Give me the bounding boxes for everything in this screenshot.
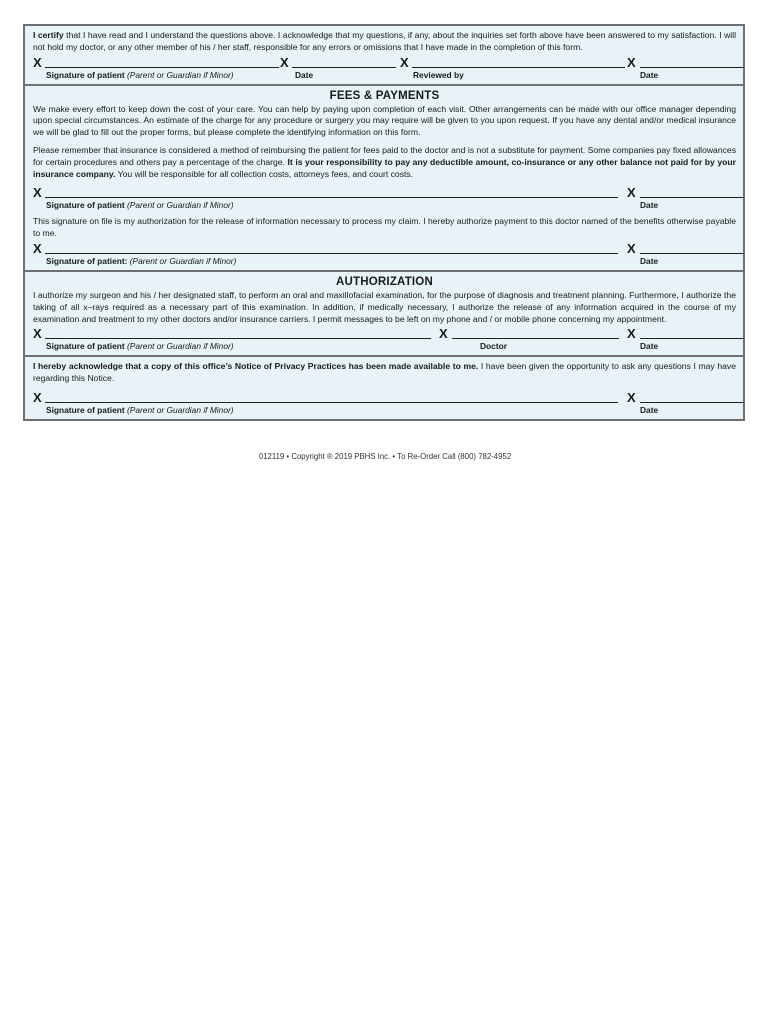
authorization-text: I authorize my surgeon and his / her designated staff, to perform an oral and maxillofacial examination, for the purpose of diagnosis and treatment planning. Furthermore, I authorize the taking of all x–rays required as a necessary part of this examination. In addition, if medically necessary, I authorize the release of any information acquired in the course of my examination and treatment to my other doctors and/or insurance carriers. I permit messages to be left on my phone and / or mobile phone concerning my appointment. (33, 289, 736, 324)
patient-signature-line[interactable] (45, 338, 431, 339)
certify-body: that I have read and I understand the questions above. I acknowledge that my questions, if any, about the inquiries set forth above have been answered to my satisfaction. I will not hold my doctor, or any other member of his / her staff, responsible for any errors or omissions that I have made in the completion of this form. (33, 30, 737, 52)
signature-x-mark: X (33, 326, 42, 342)
fees-signature-row (33, 184, 736, 210)
date-line[interactable] (640, 253, 744, 254)
fees-section (25, 86, 743, 272)
date-label: Date (640, 341, 659, 352)
reviewed-by-label: Reviewed by (413, 69, 464, 80)
authorization-section (25, 272, 743, 357)
authorization-heading: AUTHORIZATION (336, 275, 433, 288)
fees-signature-row-2 (33, 240, 736, 266)
doctor-label: Doctor (480, 341, 507, 352)
fees-para-1: We make every effort to keep down the cost of your care. You can help by paying upon completion of each visit. Other arrangements can be made with our office manager depending upon special circumstances. An estimate of the charge for any procedure or surgery you may require will be given to you upon request. If you have any dental and/or medical insurance we will be glad to fill out the proper forms, but please complete the identifying information on this form. (33, 103, 736, 138)
date-x-mark: X (627, 389, 636, 405)
authorization-signature-row (33, 325, 736, 351)
patient-signature-label: Signature of patient (Parent or Guardian if Minor) (46, 200, 234, 211)
doctor-x-mark: X (439, 326, 448, 342)
date-line[interactable] (640, 402, 744, 403)
date-label: Date (640, 200, 659, 211)
date2-line[interactable] (640, 67, 744, 68)
signature-x-mark: X (33, 185, 42, 201)
date-label: Date (640, 404, 659, 415)
certify-signature-row (33, 54, 736, 80)
footer: 012119 • Copyright ® 2019 PBHS Inc. • To Re-Order Call (800) 782-4952 (258, 452, 512, 461)
patient-signature-line[interactable] (45, 253, 618, 254)
patient-signature-line[interactable] (45, 402, 618, 403)
privacy-signature-row (33, 389, 736, 415)
consent-form (23, 24, 745, 421)
patient-signature-label: Signature of patient: (Parent or Guardian if Minor) (46, 255, 237, 266)
date-x-mark: X (627, 326, 636, 342)
certify-lead: I certify (33, 30, 64, 40)
patient-signature-line[interactable] (45, 197, 618, 198)
certify-text (33, 30, 736, 54)
fees-para-3: This signature on file is my authorization for the release of information necessary to process my claim. I hereby authorize payment to this doctor named of the benefits otherwise payable to me. (33, 216, 736, 239)
signature-x-mark: X (33, 54, 42, 70)
date-line[interactable] (292, 67, 396, 68)
reviewer-x-mark: X (400, 54, 409, 70)
fees-para-2: Please remember that insurance is considered a method of reimbursing the patient for fees paid to the doctor and is not a substitute for payment. Some companies pay fixed allowances for certain procedures and others pay a percentage of the charge. It is your responsibility to pay any deductible amount, co-insurance or any other balance not paid for by your insurance company. You will be responsible for all collection costs, attorneys fees, and court costs. (33, 144, 736, 179)
signature-x-mark: X (33, 389, 42, 405)
reviewed-by-line[interactable] (412, 67, 625, 68)
date-x-mark: X (627, 185, 636, 201)
patient-signature-line[interactable] (45, 67, 279, 68)
date-x-mark: X (280, 54, 289, 70)
date-x-mark: X (627, 240, 636, 256)
fees-heading: FEES & PAYMENTS (329, 89, 440, 102)
date2-x-mark: X (627, 54, 636, 70)
doctor-line[interactable] (452, 338, 619, 339)
date-line[interactable] (640, 197, 744, 198)
privacy-text: I hereby acknowledge that a copy of this office’s Notice of Privacy Practices has been made available to me. I have been given the opportunity to ask any questions I may have regarding this Notice. (33, 361, 736, 384)
date-label: Date (295, 69, 314, 80)
privacy-section (25, 357, 743, 419)
signature-x-mark: X (33, 240, 42, 256)
patient-signature-label: Signature of patient (Parent or Guardian if Minor) (46, 404, 234, 415)
certify-section (25, 26, 743, 86)
date2-label: Date (640, 69, 659, 80)
patient-signature-label: Signature of patient (Parent or Guardian if Minor) (46, 341, 234, 352)
date-line[interactable] (640, 338, 744, 339)
date-label: Date (640, 255, 659, 266)
patient-signature-label: Signature of patient (Parent or Guardian if Minor) (46, 69, 234, 80)
